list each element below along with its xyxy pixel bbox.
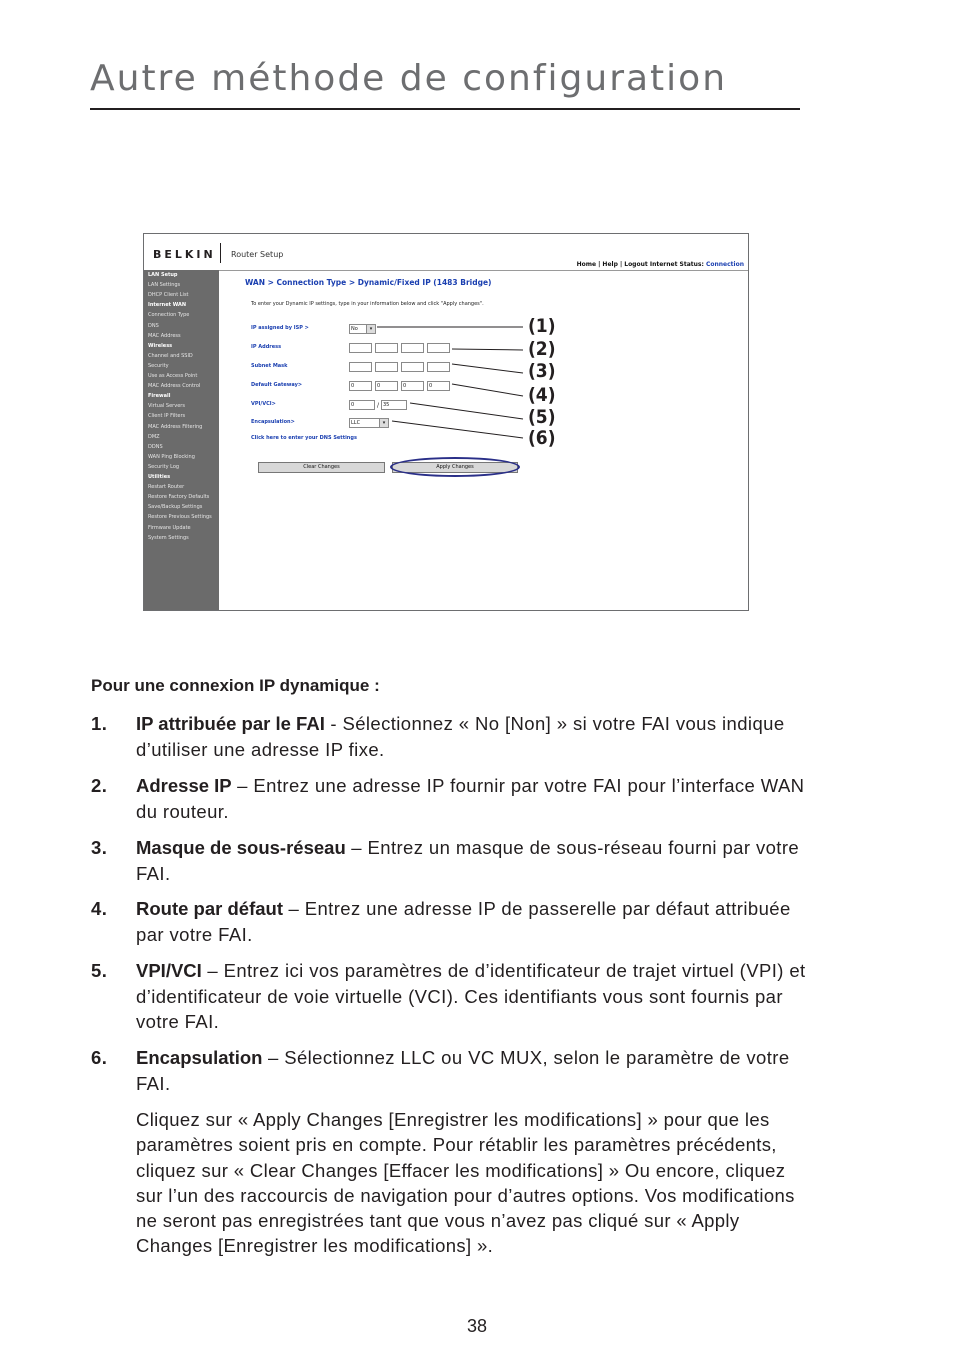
item-text: [136, 958, 806, 1035]
item-description: – Entrez ici vos paramètres de d’identificateur de trajet virtuel (VPI) et d’identificateur de voie virtuelle (VCI). Ces identifiants vous sont fournis par votre FAI.: [136, 960, 806, 1032]
item-text: [136, 773, 806, 824]
sidebar-item[interactable]: Use as Access Point: [148, 373, 198, 379]
gateway-octet-3[interactable]: 0: [401, 381, 424, 391]
item-description: - Sélectionnez « No [Non] » si votre FAI vous indique d’utiliser une adresse IP fixe.: [136, 713, 785, 760]
gateway-octet-1[interactable]: 0: [349, 381, 372, 391]
vpi-input[interactable]: 0: [349, 400, 375, 410]
encapsulation-value: LLC: [351, 420, 361, 426]
ip-assigned-select[interactable]: [349, 324, 376, 334]
sidebar-item[interactable]: DHCP Client List: [148, 292, 189, 299]
item-term: VPI/VCI: [136, 960, 202, 981]
item-term: Adresse IP: [136, 775, 232, 796]
sidebar-item[interactable]: MAC Address Filtering: [148, 423, 203, 430]
vpi-vci-label: VPI/VCI>: [251, 401, 276, 407]
top-links[interactable]: [577, 261, 744, 268]
clear-changes-button[interactable]: Clear Changes: [258, 462, 385, 473]
breadcrumb: WAN > Connection Type > Dynamic/Fixed IP (1483 Bridge): [245, 278, 492, 287]
item-term: Route par défaut: [136, 898, 283, 919]
item-description: – Entrez une adresse IP de passerelle par défaut attribuée par votre FAI.: [136, 898, 791, 945]
item-text: [136, 896, 806, 947]
sidebar-heading: Wireless: [148, 342, 173, 349]
callout-3: (3): [528, 360, 556, 382]
sidebar-item[interactable]: Client IP Filters: [148, 413, 186, 420]
subnet-label: Subnet Mask: [251, 363, 288, 369]
top-links-text[interactable]: Home | Help | Logout Internet Status:: [576, 261, 704, 268]
item-description: – Entrez une adresse IP fournir par votre FAI pour l’interface WAN du routeur.: [136, 775, 805, 822]
dns-settings-link[interactable]: Click here to enter your DNS Settings: [251, 435, 357, 441]
sidebar-item[interactable]: Restore Previous Settings: [148, 514, 212, 521]
subnet-octet-3[interactable]: [401, 362, 424, 372]
item-number: 6.: [91, 1047, 108, 1068]
item-number: 1.: [91, 713, 108, 734]
item-term: Encapsulation: [136, 1047, 263, 1068]
item-text: [136, 711, 806, 762]
sidebar-item[interactable]: DNS: [148, 322, 159, 329]
sidebar-heading: Firewall: [148, 393, 171, 400]
sidebar-item[interactable]: Security Log: [148, 463, 180, 470]
sidebar-item[interactable]: Connection Type: [148, 312, 190, 319]
callout-2: (2): [528, 338, 556, 360]
router-header: [144, 234, 748, 271]
sidebar-heading: LAN Setup: [148, 272, 178, 278]
sidebar-item[interactable]: WAN Ping Blocking: [148, 453, 195, 460]
ip-assigned-label: IP assigned by ISP >: [251, 325, 309, 331]
apply-highlight-ellipse: [390, 457, 520, 477]
sidebar-item[interactable]: DMZ: [148, 433, 160, 440]
vpi-vci-separator: /: [377, 402, 380, 409]
sidebar-item[interactable]: System Settings: [148, 534, 189, 541]
ip-address-label: IP Address: [251, 344, 282, 350]
item-term: IP attribuée par le FAI: [136, 713, 325, 734]
subnet-octet-1[interactable]: [349, 362, 372, 372]
gateway-octet-4[interactable]: 0: [427, 381, 450, 391]
item-number: 2.: [91, 775, 108, 796]
page-title: Autre méthode de configuration: [90, 58, 728, 99]
callout-6: (6): [528, 427, 556, 449]
ip-address-octet-3[interactable]: [401, 343, 424, 353]
item-number: 4.: [91, 898, 108, 919]
sidebar-heading: Internet WAN: [148, 302, 187, 309]
sidebar-item[interactable]: Restart Router: [148, 484, 185, 491]
vci-input[interactable]: 35: [381, 400, 407, 410]
encapsulation-select[interactable]: [349, 418, 389, 428]
sidebar-item[interactable]: Firmware Update: [148, 524, 191, 531]
item-description: – Entrez un masque de sous-réseau fourni par votre FAI.: [136, 837, 800, 884]
sidebar-item[interactable]: Virtual Servers: [148, 403, 185, 410]
sidebar-item[interactable]: MAC Address: [148, 332, 181, 339]
ip-address-octet-1[interactable]: [349, 343, 372, 353]
gateway-octet-2[interactable]: 0: [375, 381, 398, 391]
closing-paragraph: Cliquez sur « Apply Changes [Enregistrer les modifications] » pour que les paramètres soient pris en compte. Pour rétablir les paramètres précédents, cliquez sur « Clear Changes [Effacer les modifications] » Ou encore, cliquez sur l’un des raccourcis de navigation pour d’autres options. Vos modifications ne seront pas enregistrées tant que vous n’avez pas cliqué sur « Apply Changes [Enregistrer les modifications] ».: [136, 1109, 795, 1257]
callout-5: (5): [528, 406, 556, 428]
sidebar-item[interactable]: Save/Backup Settings: [148, 504, 203, 511]
encapsulation-label: Encapsulation>: [251, 419, 295, 425]
belkin-logo: BELKIN: [153, 248, 216, 261]
sidebar-item[interactable]: DDNS: [148, 443, 163, 450]
ip-address-octet-4[interactable]: [427, 343, 450, 353]
sidebar-item[interactable]: LAN Settings: [148, 282, 181, 289]
sidebar-heading: Utilities: [148, 474, 171, 480]
title-divider: [90, 108, 800, 110]
sidebar-item[interactable]: Security: [148, 362, 169, 369]
apply-changes-button[interactable]: Apply Changes: [392, 462, 518, 473]
callout-1: (1): [528, 315, 556, 337]
gateway-label: Default Gateway>: [251, 382, 303, 388]
logo-divider: [220, 243, 221, 263]
sidebar-item[interactable]: Channel and SSID: [148, 352, 193, 359]
router-main: [220, 271, 748, 610]
page-number: 38: [466, 1316, 488, 1336]
item-text: [136, 1045, 806, 1096]
intro-text: To enter your Dynamic IP settings, type in your information below and click "Apply changes".: [251, 301, 484, 307]
router-screenshot: [143, 233, 749, 611]
internet-status: Connection: [705, 261, 744, 268]
sidebar-item[interactable]: MAC Address Control: [148, 383, 201, 390]
item-number: 3.: [91, 837, 108, 858]
router-sidebar: [144, 270, 219, 610]
item-description: – Sélectionnez LLC ou VC MUX, selon le paramètre de votre FAI.: [136, 1047, 790, 1094]
callout-4: (4): [528, 384, 556, 406]
subnet-octet-4[interactable]: [427, 362, 450, 372]
chevron-down-icon: ▾: [366, 325, 375, 333]
ip-address-octet-2[interactable]: [375, 343, 398, 353]
ip-assigned-value: No: [351, 326, 358, 332]
section-heading: Pour une connexion IP dynamique :: [91, 676, 380, 695]
chevron-down-icon: ▾: [379, 419, 388, 427]
product-name: Router Setup: [231, 250, 284, 259]
subnet-octet-2[interactable]: [375, 362, 398, 372]
item-text: [136, 835, 806, 886]
item-number: 5.: [91, 960, 108, 981]
sidebar-item[interactable]: Restore Factory Defaults: [148, 494, 210, 501]
item-term: Masque de sous-réseau: [136, 837, 346, 858]
